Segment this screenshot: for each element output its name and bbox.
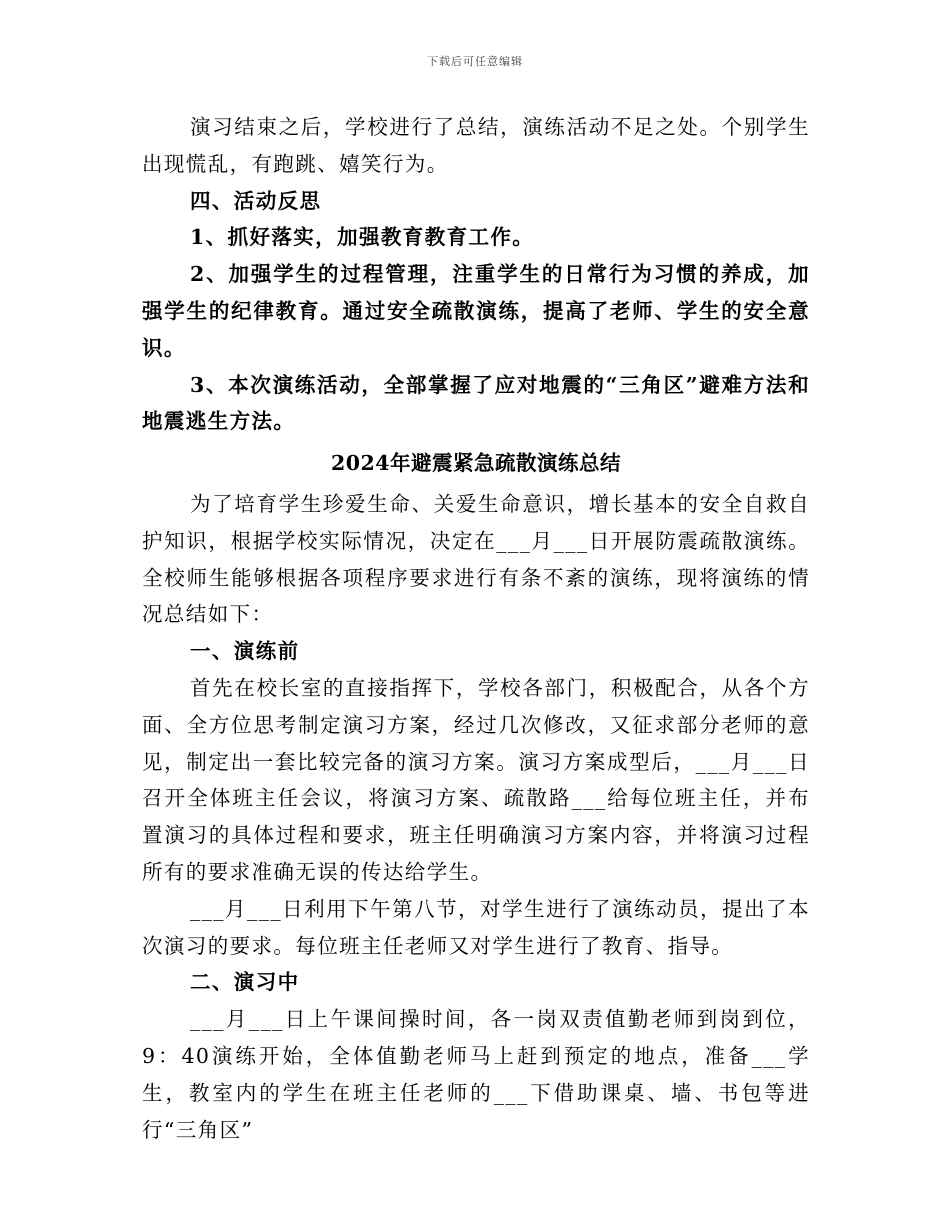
- heading-reflection: 四、活动反思: [190, 188, 322, 213]
- paragraph-intro: 为了培育学生珍爱生命、关爱生命意识，增长基本的安全自救自护知识，根据学校实际情况，决定在___月___日开展防震疏散演练。全校师生能够根据各项程序要求进行有条不紊的演练，现将演练的情况总结如下：: [142, 491, 810, 627]
- paragraph-during-1: ___月___日上午课间操时间，各一岗双责值勤老师到岗到位，9：40演练开始，全体值勤老师马上赶到预定的地点，准备___学生，教室内的学生在班主任老师的___下借助课桌、墙、书包等进行“三角区”: [142, 1007, 810, 1142]
- paragraph-before-1: 首先在校长室的直接指挥下，学校各部门，积极配合，从各个方面、全方位思考制定演习方案，经过几次修改，又征求部分老师的意见，制定出一套比较完备的演习方案。演习方案成型后，___月___日召开全体班主任会议，将演习方案、疏散路___给每位班主任，并布置演习的具体过程和要求，班主任明确演习方案内容，并将演习过程所有的要求准确无误的传达给学生。: [142, 675, 810, 884]
- reflection-item-2: 2、加强学生的过程管理，注重学生的日常行为习惯的养成，加强学生的纪律教育。通过安全疏散演练，提高了老师、学生的安全意识。: [142, 262, 810, 360]
- paragraph-summary: 演习结束之后，学校进行了总结，演练活动不足之处。个别学生出现慌乱，有跑跳、嬉笑行为。: [142, 115, 810, 176]
- paragraph-before-2: ___月___日利用下午第八节，对学生进行了演练动员，提出了本次演习的要求。每位班主任老师又对学生进行了教育、指导。: [142, 896, 810, 958]
- document-body: [142, 109, 810, 1148]
- page-header: 下载后可任意编辑: [427, 55, 523, 68]
- heading-during-drill: 二、演习中: [190, 970, 300, 995]
- reflection-item-1: 1、抓好落实，加强教育教育工作。: [190, 225, 535, 250]
- heading-before-drill: 一、演练前: [190, 639, 300, 664]
- document-title: 2024年避震紧急疏散演练总结: [330, 451, 622, 476]
- reflection-item-3: 3、本次演练活动，全部掌握了应对地震的“三角区”避难方法和地震逃生方法。: [142, 372, 810, 434]
